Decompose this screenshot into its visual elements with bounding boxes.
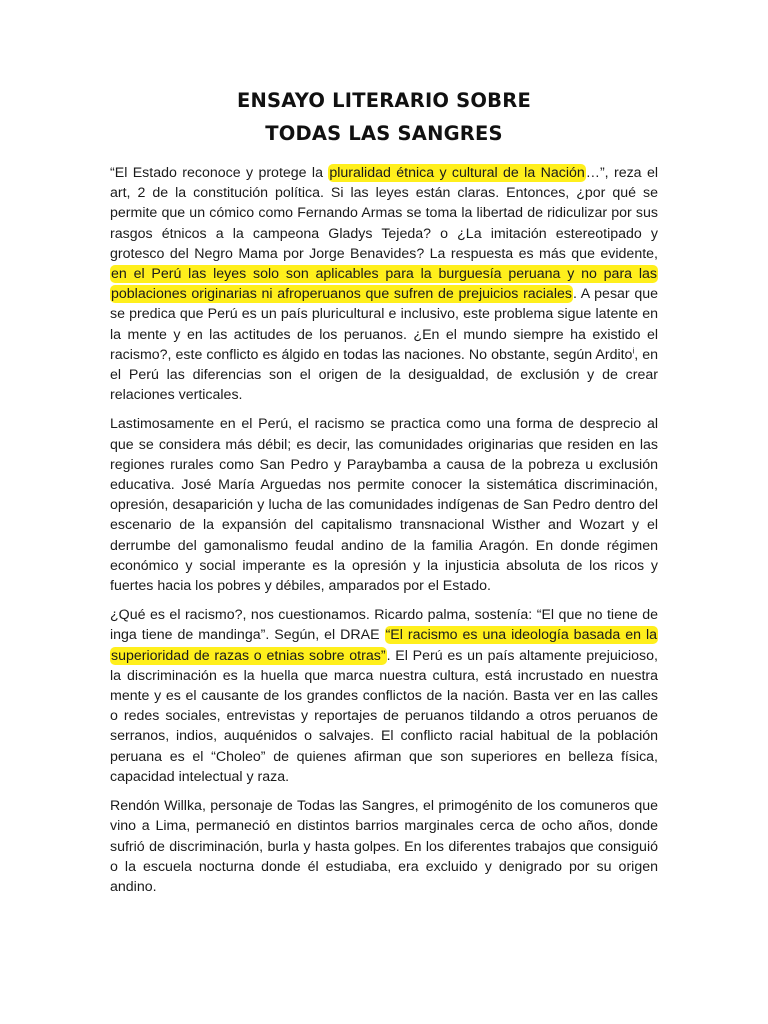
highlight-pluralidad: pluralidad étnica y cultural de la Nación bbox=[329, 165, 585, 181]
paragraph-1-text-d: , en el Perú las diferencias son el origen de la desigualdad, de exclusión y de crear relaciones verticales. bbox=[110, 346, 658, 404]
paragraph-1-text-a: “El Estado reconoce y protege la bbox=[110, 165, 329, 181]
paragraph-1-text-b: …”, reza el art, 2 de la constitución política. Si las leyes están claras. Entonces, ¿por qué se permite que un cómico como Fernando Armas se toma la libertad de ridiculizar por sus rasgos étnicos a la campeona Gladys Tejeda? o ¿La imitación estereotipado y grotesco del Negro Mama por Jorge Benavides? La respuesta es más que evidente, bbox=[110, 165, 658, 262]
highlight-leyes-burguesia: en el Perú las leyes solo son aplicables para la burguesía peruana y no para las poblaciones originarias ni afroperuanos que sufren de prejuicios raciales bbox=[111, 266, 657, 303]
paragraph-3 bbox=[110, 605, 658, 787]
footnote-marker: i bbox=[632, 346, 635, 356]
paragraph-2: Lastimosamente en el Perú, el racismo se practica como una forma de desprecio al que se considera más débil; es decir, las comunidades originarias que residen en las regiones rurales como San Pedro y Paraybamba a causa de la pobreza u exclusión educativa. José María Arguedas nos permite conocer la sistemática discriminación, opresión, desaparición y lucha de las comunidades indígenas de San Pedro dentro del escenario de la expansión del capitalismo transnacional Wisther and Wozart y el derrumbe del gamonalismo feudal andino de la familia Aragón. En donde régimen económico y social imperante es la opresión y la injusticia absoluta de los ricos y fuertes hacia los pobres y débiles, amparados por el Estado. bbox=[110, 416, 658, 595]
paragraph-3-text-b: . El Perú es un país altamente prejuicioso, la discriminación es la huella que marca nuestra cultura, está incrustado en nuestra mente y es el causante de los grandes conflictos de la nación. Basta ver en las calles o redes sociales, entrevistas y reportajes de peruanos tildando a otros peruanos de serranos, indios, auquénidos o salvajes. El conflicto racial habitual de la población peruana es el “Choleo” de quienes afirman que son superiores en belleza física, capacidad intelectual y raza. bbox=[110, 647, 658, 785]
title-line-1: ENSAYO LITERARIO SOBRE bbox=[237, 89, 531, 112]
paragraph-4: Rendón Willka, personaje de Todas las Sangres, el primogénito de los comuneros que vino a Lima, permaneció en distintos barrios marginales cerca de ocho años, donde sufrió de discriminación, burla y hasta golpes. En los diferentes trabajos que consiguió o la escuela nocturna donde él estudiaba, era excluido y denigrado por su origen andino. bbox=[110, 798, 658, 895]
paragraph-1 bbox=[110, 163, 658, 405]
title-line-2: TODAS LAS SANGRES bbox=[265, 122, 503, 145]
highlight-drae-definition: “El racismo es una ideología basada en la superioridad de razas o etnias sobre otras” bbox=[111, 627, 657, 664]
paragraph-1-text-c: . A pesar que se predica que Perú es un país pluricultural e inclusivo, este problema sigue latente en la mente y en las actitudes de los peruanos. ¿En el mundo siempre ha existido el racismo?, este conflicto es álgido en todas las naciones. No obstante, según Ardito bbox=[110, 286, 659, 363]
title-block bbox=[110, 84, 658, 150]
document-page bbox=[110, 84, 658, 906]
paragraph-3-text-a: ¿Qué es el racismo?, nos cuestionamos. Ricardo palma, sostenía: “El que no tiene de inga tiene de mandinga”. Según, el DRAE bbox=[110, 607, 658, 644]
